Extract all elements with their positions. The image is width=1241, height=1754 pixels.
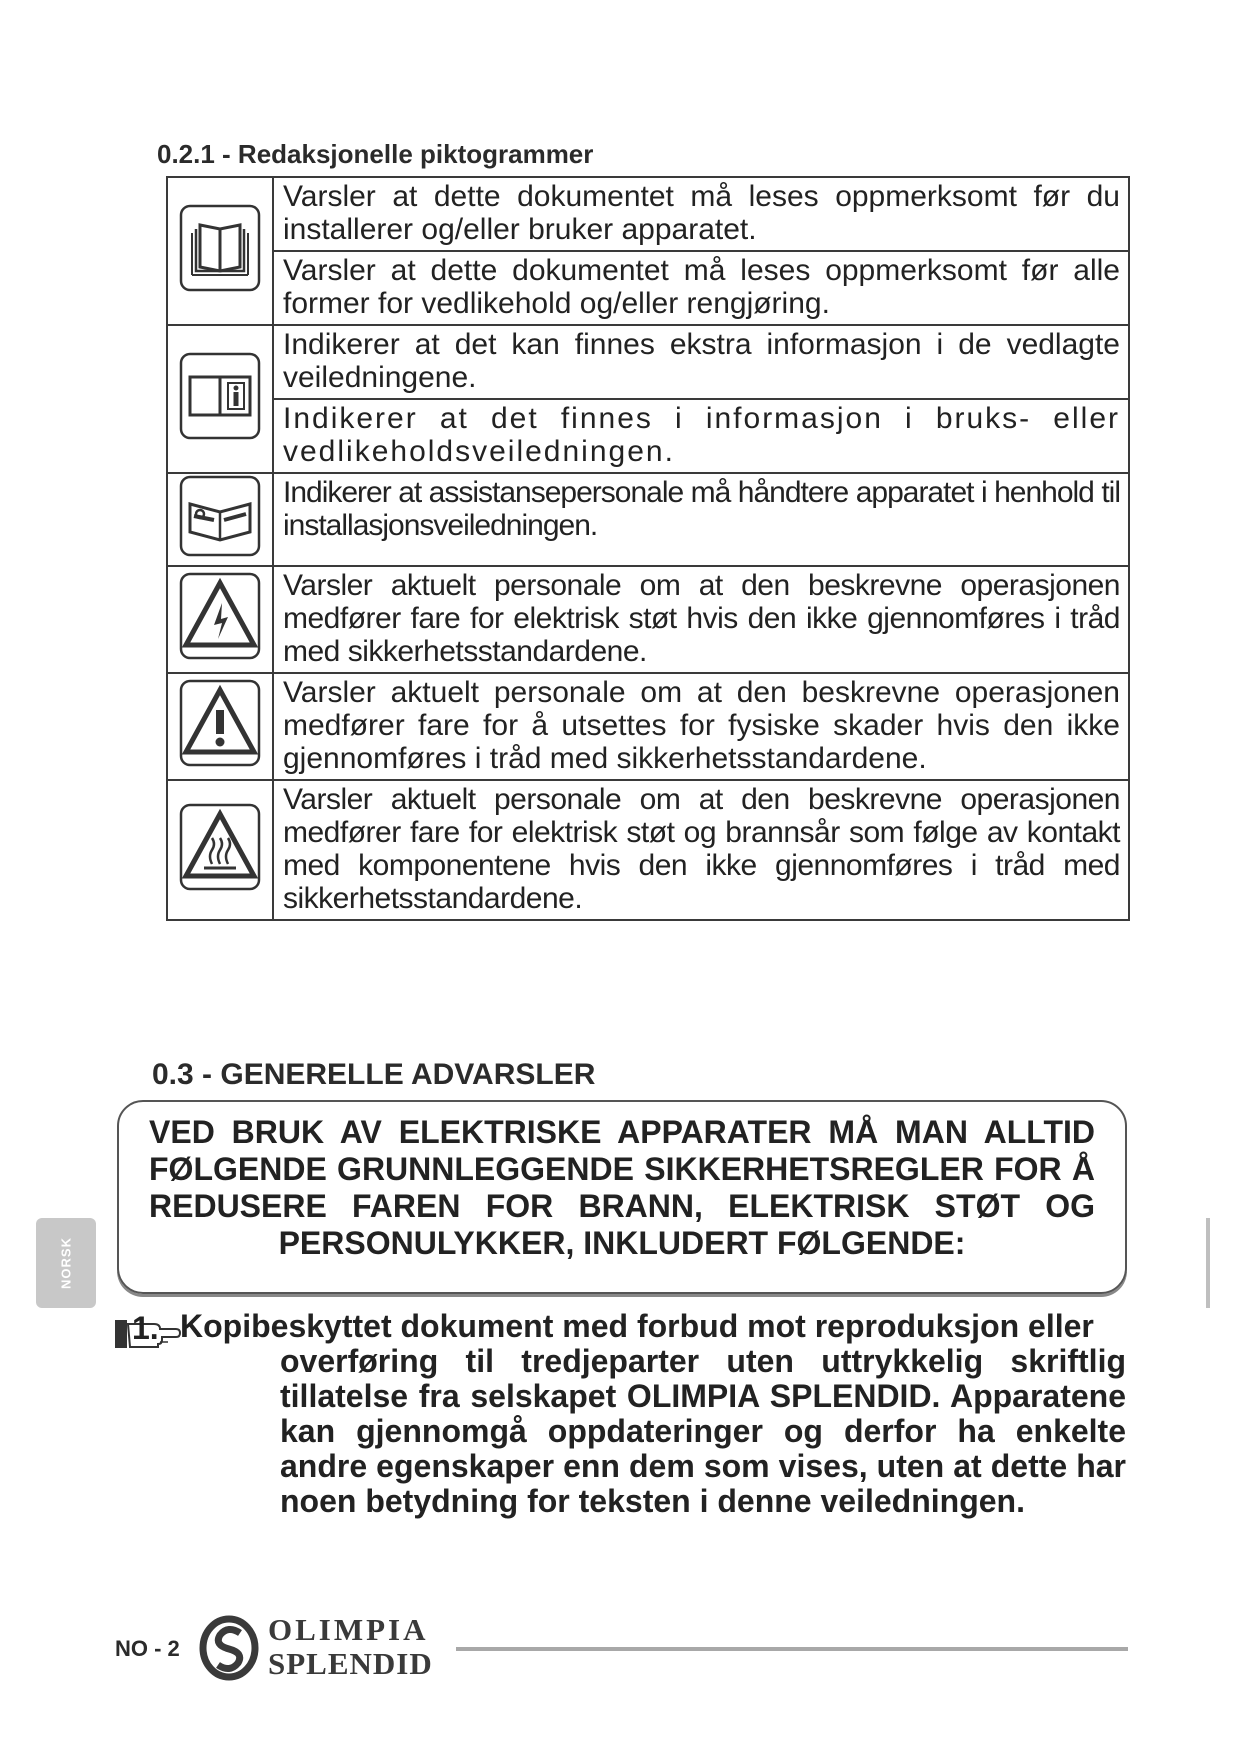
brand-name-top: OLIMPIA: [268, 1612, 429, 1647]
section-heading-pictograms: 0.2.1 - Redaksjonelle piktogrammer: [157, 139, 594, 169]
pictogram-table: [166, 176, 1130, 921]
manual-book-icon: [178, 201, 262, 295]
table-row: [167, 673, 1129, 780]
safety-warning-box: VED BRUK AV ELEKTRISKE APPARATER MÅ MAN ALLTID FØLGENDE GRUNNLEGGENDE SIKKERHETSREGLER FOR Å REDUSERE FAREN FOR BRANN, ELEKTRISK STØT OG PERSONULYKKER, INKLUDERT FØLGENDE:: [117, 1100, 1127, 1294]
hot-surface-icon: [178, 800, 262, 894]
pictogram-description: Varsler aktuelt personale om at den beskrevne operasjonen medfører fare for å utsettes for fysiske skader hvis den ikke gjennomføres i tråd med sikkerhetsstandardene.: [273, 673, 1129, 780]
pictogram-description: Indikerer at det finnes i informasjon i bruks- eller vedlikeholdsveiledningen.: [273, 399, 1129, 473]
table-row: [167, 177, 1129, 251]
pictogram-description: Varsler aktuelt personale om at den beskrevne operasjonen medfører fare for elektrisk støt og brannsår som følge av kontakt med komponentene hvis den ikke gjennomføres i tråd med sikkerhetsstandardene.: [273, 780, 1129, 920]
page-number: NO - 2: [115, 1636, 180, 1661]
general-warning-icon: [178, 676, 262, 770]
info-book-icon: [178, 349, 262, 443]
note-body: overføring til tredjeparter uten uttrykkelig skriftlig tillatelse fra selskapet OLIMPIA SPLENDID. Apparatene kan gjennomgå oppdateringer og derfor ha enkelte andre egenskaper enn dem som vises, uten at dette har noen betydning for teksten i denne veiledningen.: [280, 1343, 1126, 1519]
olimpia-splendid-logo-icon: [198, 1615, 260, 1681]
language-tab: [36, 1218, 96, 1308]
footer-divider: [456, 1647, 1128, 1651]
pictogram-description: Varsler at dette dokumentet må leses oppmerksomt før du installerer og/eller bruker apparatet.: [273, 177, 1129, 251]
page-edge-marker: [1206, 1218, 1210, 1308]
pictogram-cell: [167, 780, 273, 920]
section-heading-warnings: 0.3 - GENERELLE ADVARSLER: [152, 1058, 596, 1091]
table-row: [167, 566, 1129, 673]
pictogram-cell: [167, 325, 273, 473]
service-manual-icon: [178, 474, 262, 558]
pictogram-cell: [167, 673, 273, 780]
pictogram-description: Varsler at dette dokumentet må leses oppmerksomt før alle former for vedlikehold og/eller rengjøring.: [273, 251, 1129, 325]
pictogram-description: Indikerer at assistansepersonale må håndtere apparatet i henhold til installasjonsveiledningen.: [273, 473, 1129, 566]
note-first-line: Kopibeskyttet dokument med forbud mot reproduksjon eller: [180, 1308, 1094, 1344]
electric-hazard-icon: [178, 569, 262, 663]
pictogram-description: Varsler aktuelt personale om at den beskrevne operasjonen medfører fare for elektrisk støt hvis den ikke gjennomføres i tråd med sikkerhetsstandardene.: [273, 566, 1129, 673]
table-row: [167, 325, 1129, 399]
pictogram-cell: [167, 473, 273, 566]
table-row: [167, 399, 1129, 473]
table-row: [167, 473, 1129, 566]
pictogram-description: Indikerer at det kan finnes ekstra informasjon i de vedlagte veiledningene.: [273, 325, 1129, 399]
language-tab-label: NORSK: [58, 1237, 74, 1289]
pictogram-cell: [167, 566, 273, 673]
table-row: [167, 780, 1129, 920]
brand-name-bottom: SPLENDID: [268, 1646, 433, 1681]
pictogram-cell: [167, 177, 273, 325]
table-row: [167, 251, 1129, 325]
note-number: 1.: [132, 1310, 159, 1346]
